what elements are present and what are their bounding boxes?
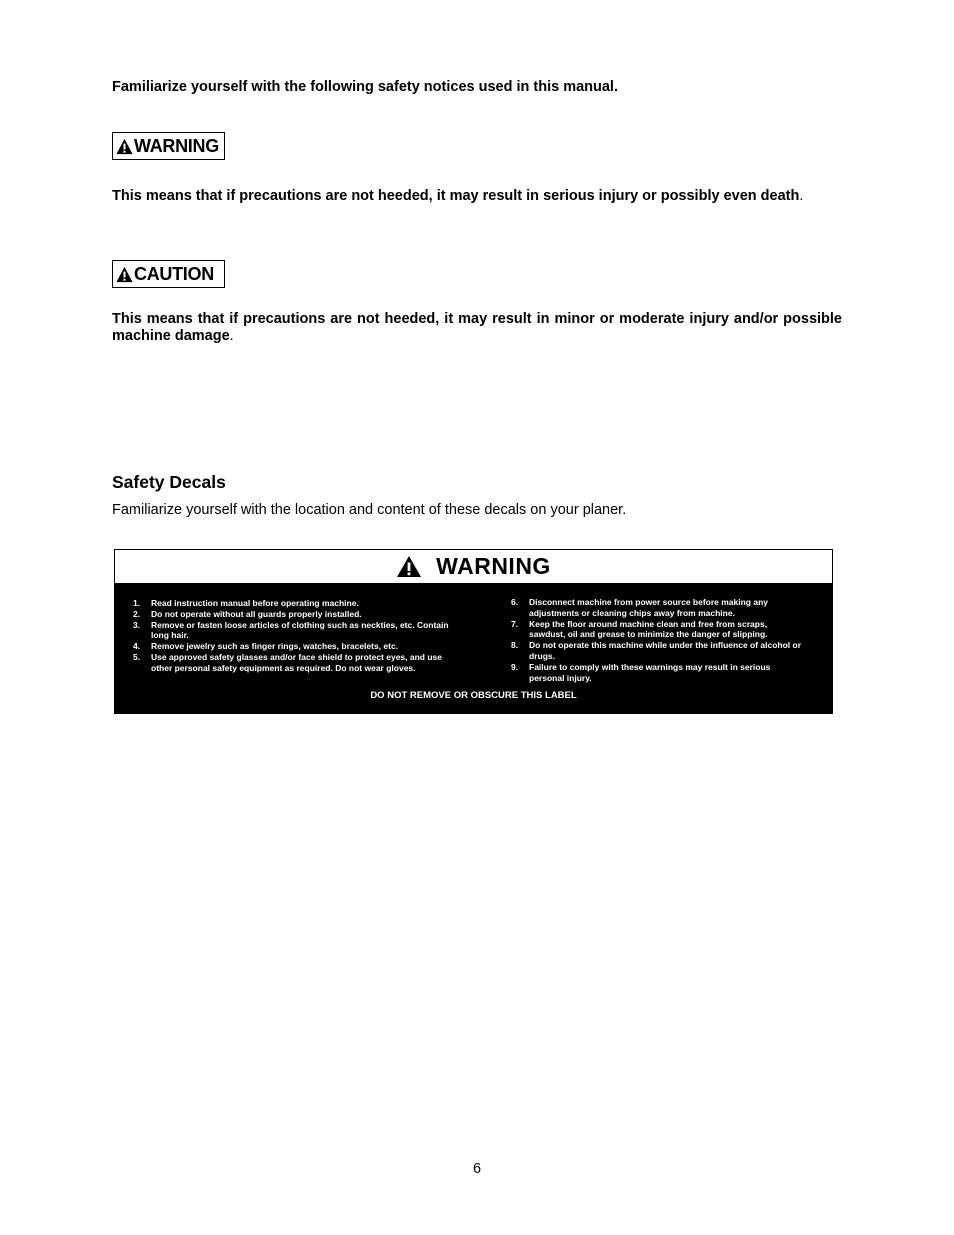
warning-description-text: This means that if precautions are not heeded, it may result in serious injury or possibly even death bbox=[112, 188, 800, 204]
decal-header bbox=[115, 550, 832, 584]
list-item bbox=[133, 620, 463, 642]
list-item bbox=[133, 652, 463, 674]
decal-footer: DO NOT REMOVE OR OBSCURE THIS LABEL bbox=[370, 690, 577, 701]
warning-decal bbox=[114, 549, 833, 714]
caution-description-text: This means that if precautions are not heeded, it may result in minor or moderate injury and/or possible machine damage bbox=[112, 311, 842, 344]
warning-triangle-icon bbox=[116, 138, 133, 155]
warning-signal-box bbox=[112, 132, 225, 160]
item-number: 3. bbox=[133, 619, 141, 630]
decal-right-column bbox=[511, 597, 821, 683]
decal-warning-triangle-icon bbox=[396, 555, 422, 578]
item-number: 6. bbox=[511, 597, 519, 607]
item-text: Do not operate without all guards properly installed. bbox=[151, 608, 362, 619]
item-text: Failure to comply with these warnings may result in serious personal injury. bbox=[529, 661, 771, 683]
item-number: 4. bbox=[133, 641, 141, 652]
caution-triangle-icon bbox=[116, 266, 133, 283]
list-item bbox=[511, 662, 821, 684]
list-item bbox=[133, 598, 463, 609]
item-number: 7. bbox=[511, 618, 519, 629]
caution-description-period: . bbox=[229, 328, 234, 344]
item-text: Read instruction manual before operating machine. bbox=[151, 598, 359, 608]
intro-text: Familiarize yourself with the following safety notices used in this manual. bbox=[112, 79, 618, 95]
caution-signal-box bbox=[112, 260, 225, 288]
warning-signal-label: WARNING bbox=[134, 135, 219, 156]
decal-title: WARNING bbox=[436, 553, 551, 579]
safety-decals-description: Familiarize yourself with the location and content of these decals on your planer. bbox=[112, 502, 627, 518]
item-number: 2. bbox=[133, 608, 141, 619]
list-item bbox=[511, 619, 821, 641]
warning-description bbox=[112, 188, 842, 205]
list-item bbox=[511, 640, 821, 662]
item-number: 9. bbox=[511, 661, 519, 672]
item-text: Keep the floor around machine clean and free from scraps, sawdust, oil and grease to minimize the danger of slipping. bbox=[529, 618, 768, 640]
item-text: Use approved safety glasses and/or face shield to protect eyes, and use other personal safety equipment as required. Do not wear gloves. bbox=[151, 651, 442, 673]
item-number: 5. bbox=[133, 651, 141, 662]
list-item bbox=[133, 641, 463, 652]
item-text: Remove or fasten loose articles of clothing such as neckties, etc. Contain long hair. bbox=[151, 619, 449, 641]
item-number: 8. bbox=[511, 640, 519, 651]
item-text: Disconnect machine from power source before making any adjustments or cleaning chips away from machine. bbox=[529, 597, 769, 618]
warning-description-period: . bbox=[799, 188, 804, 204]
item-text: Remove jewelry such as finger rings, watches, bracelets, etc. bbox=[151, 641, 399, 652]
safety-decals-heading: Safety Decals bbox=[112, 472, 226, 492]
decal-left-column bbox=[133, 598, 463, 674]
item-number: 1. bbox=[133, 598, 141, 608]
list-item bbox=[133, 609, 463, 620]
caution-description bbox=[112, 311, 842, 345]
list-item bbox=[511, 597, 821, 619]
caution-signal-label: CAUTION bbox=[134, 263, 214, 284]
item-text: Do not operate this machine while under the influence of alcohol or drugs. bbox=[529, 640, 802, 661]
page-number: 6 bbox=[472, 1161, 482, 1177]
